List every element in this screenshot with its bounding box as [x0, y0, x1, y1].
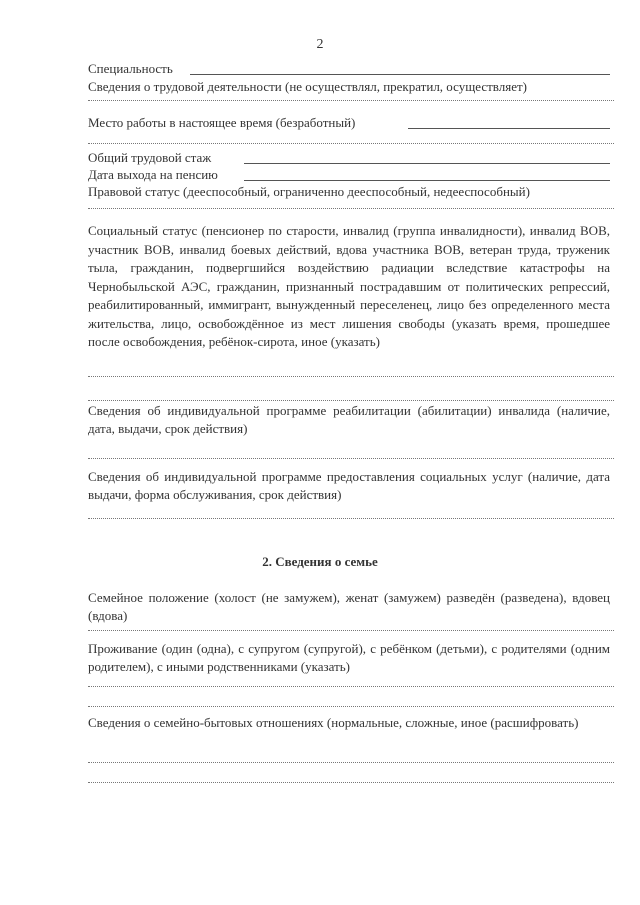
total-experience-label: Общий трудовой стаж	[88, 150, 212, 165]
total-experience-fill-line	[244, 163, 610, 164]
legal-status-dotted-line	[88, 208, 614, 209]
family-relations-paragraph: Сведения о семейно-бытовых отношениях (нормальные, сложные, иное (расшифровать)	[88, 715, 579, 730]
family-relations-dotted-line-1	[88, 762, 614, 763]
marital-status-paragraph: Семейное положение (холост (не замужем), женат (замужем) разведён (разведена), вдовец (вдова)	[88, 590, 610, 623]
total-experience-row	[88, 149, 612, 167]
family-relations-dotted-line-2	[88, 782, 614, 783]
work-info-dotted-line	[88, 100, 614, 101]
retirement-date-fill-line	[244, 180, 610, 181]
current-job-dotted-line	[88, 143, 614, 144]
social-status-dotted-line-2	[88, 400, 614, 401]
section-title-family: 2. Сведения о семье	[262, 554, 378, 569]
social-services-dotted-line	[88, 518, 614, 519]
legal-status-row	[88, 183, 612, 201]
retirement-date-row	[88, 166, 612, 184]
social-status-dotted-line-1	[88, 376, 614, 377]
rehab-program-paragraph: Сведения об индивидуальной программе реабилитации (абилитации) инвалида (наличие, дата, выдачи, срок действия)	[88, 403, 610, 436]
social-status-paragraph: Социальный статус (пенсионер по старости, инвалид (группа инвалидности), инвалид ВОВ, участник ВОВ, инвалид боевых действий, вдова участника ВОВ, ветеран труда, труженик тыла, гражданин, подвергшийся воздействию радиации вследствие катастрофы на Чернобыльской АЭС, гражданин, признанный пострадавшим от политических репрессий, реабилитированный, иммигрант, вынужденный переселенец, лицо без определенного места жительства, лицо, освобождённое из мест лишения свободы (указать время, прошедшее после освобождения, ребёнок-сирота, иное (указать)	[88, 223, 610, 349]
current-job-fill-line	[408, 128, 610, 129]
page-number: 2	[316, 37, 324, 52]
work-info-row	[88, 78, 612, 96]
current-job-label: Место работы в настоящее время (безработный)	[88, 115, 356, 130]
legal-status-label: Правовой статус (дееспособный, ограниченно дееспособный, недееспособный)	[88, 184, 530, 199]
specialty-label: Специальность	[88, 61, 173, 76]
rehab-program-dotted-line	[88, 458, 614, 459]
work-info-label: Сведения о трудовой деятельности (не осуществлял, прекратил, осуществляет)	[88, 79, 527, 94]
residence-paragraph: Проживание (один (одна), с супругом (супругой), с ребёнком (детьми), с родителями (одним родителем), с иными родственниками (указать)	[88, 641, 610, 674]
current-job-row	[88, 114, 612, 132]
specialty-fill-line	[190, 74, 610, 75]
residence-dotted-line-1	[88, 686, 614, 687]
marital-status-dotted-line	[88, 630, 614, 631]
retirement-date-label: Дата выхода на пенсию	[88, 167, 218, 182]
specialty-row	[88, 60, 612, 78]
social-services-paragraph: Сведения об индивидуальной программе предоставления социальных услуг (наличие, дата выдачи, форма обслуживания, срок действия)	[88, 469, 610, 502]
residence-dotted-line-2	[88, 706, 614, 707]
